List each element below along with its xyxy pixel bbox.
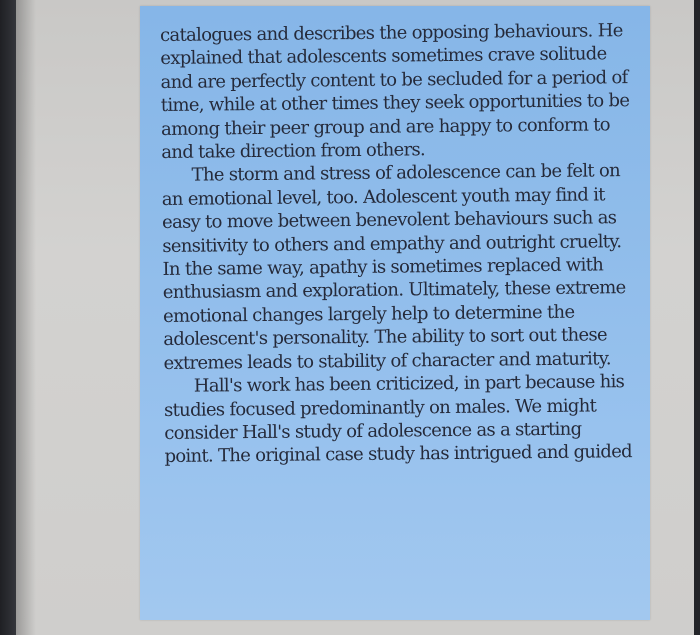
text-line: catalogues and describes the opposing behaviours. He	[160, 20, 623, 46]
text-line: point. The original case study has intrigued and guided	[164, 441, 633, 468]
text-line: explained that adolescents sometimes crave solitude	[160, 43, 607, 70]
dark-background-right	[694, 0, 700, 635]
text-line: and take direction from others.	[161, 139, 426, 164]
text-line: easy to move between benevolent behaviours such as	[161, 207, 617, 234]
text-line: consider Hall's study of adolescence as a starting	[164, 418, 582, 444]
text-line: among their peer group and are happy to conform to	[160, 113, 610, 140]
text-line: The storm and stress of adolescence can be felt on	[191, 160, 621, 187]
text-line: extremes leads to stability of character and maturity.	[163, 347, 611, 374]
text-line: In the same way, apathy is sometimes replaced with	[162, 254, 604, 281]
passage-text	[160, 19, 645, 469]
text-line: time, while at other times they seek opportunities to be	[160, 90, 630, 117]
text-line: and are perfectly content to be secluded for a period of	[160, 66, 628, 93]
text-line: an emotional level, too. Adolescent youth may find it	[161, 184, 605, 210]
text-line: adolescent's personality. The ability to sort out these	[163, 324, 608, 351]
text-line: sensitivity to others and empathy and outright cruelty.	[162, 230, 622, 257]
text-line: enthusiasm and exploration. Ultimately, these extreme	[162, 277, 626, 304]
text-line: studies focused predominantly on males. We might	[163, 394, 597, 421]
dark-background-left	[0, 0, 16, 635]
text-line: Hall's work has been criticized, in part because his	[193, 371, 625, 397]
text-line: emotional changes largely help to determine the	[162, 301, 575, 327]
